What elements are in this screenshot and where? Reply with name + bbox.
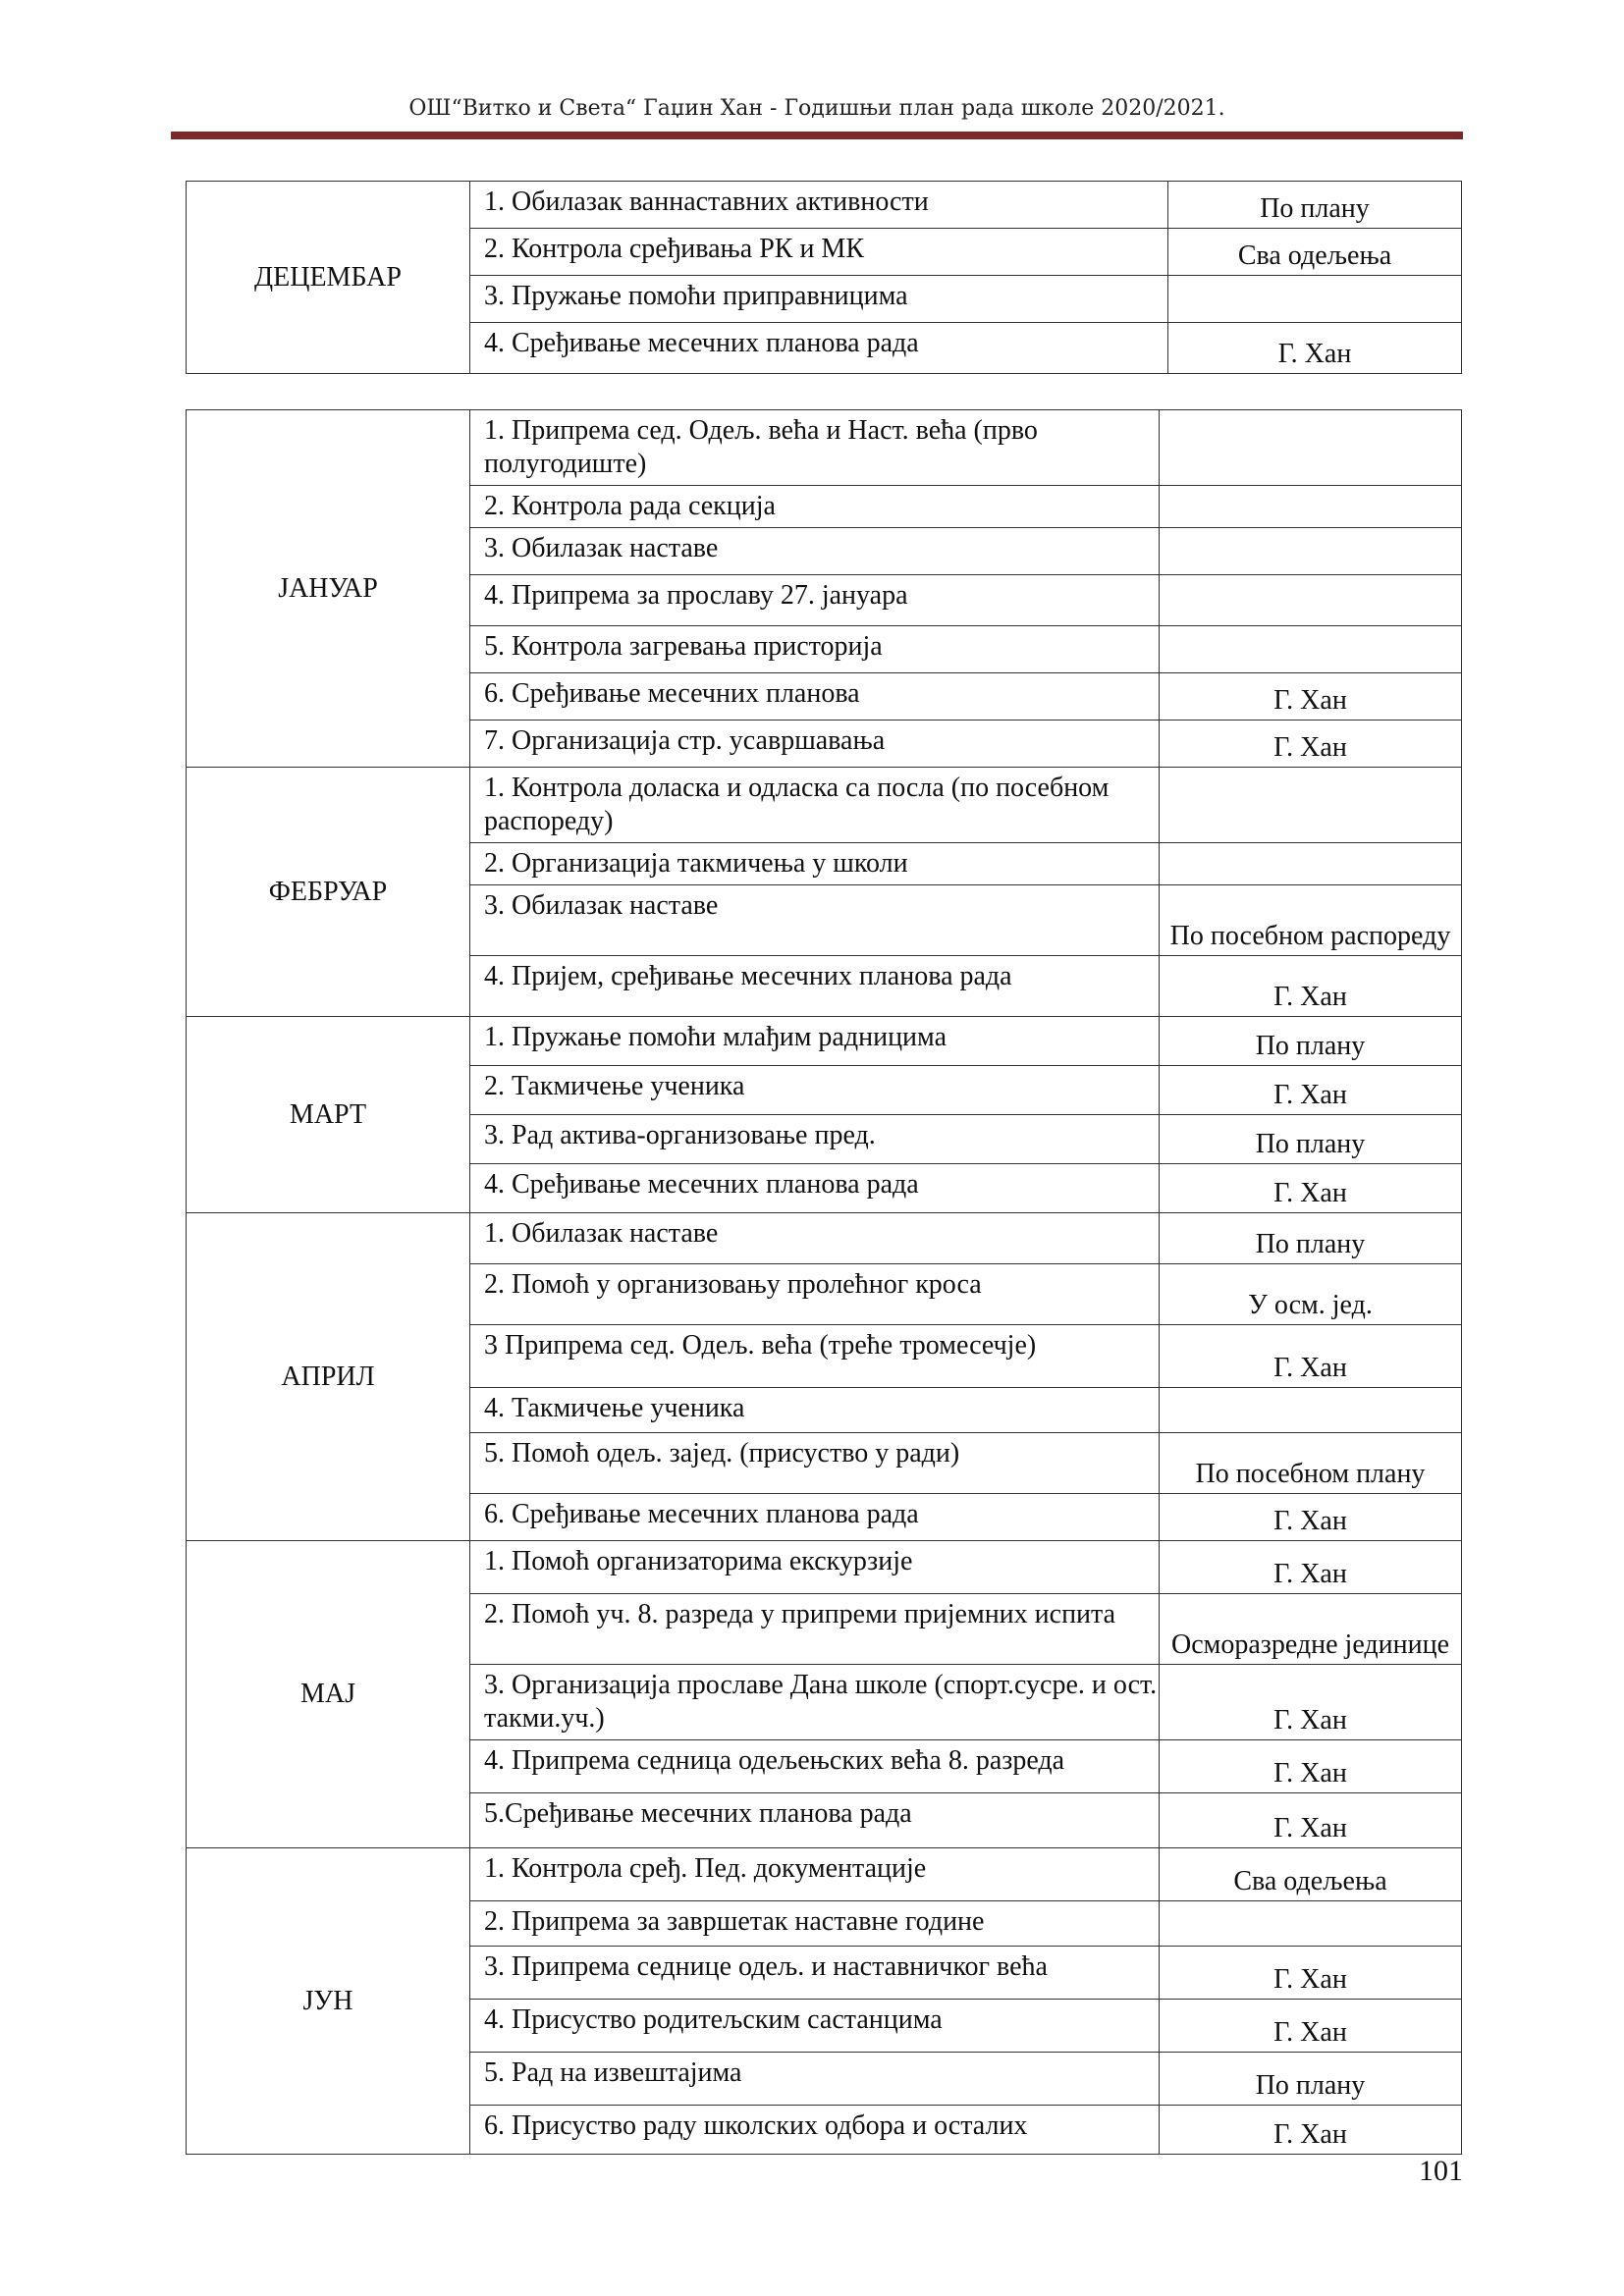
task-cell: 4. Присуство родитељским састанцима	[470, 2000, 1160, 2053]
note-cell: Г. Хан	[1160, 1740, 1462, 1793]
note-cell: Г. Хан	[1160, 1325, 1462, 1388]
task-cell: 4. Сређивање месечних планова рада	[470, 323, 1168, 374]
plan-table-december	[186, 181, 1462, 374]
table-row	[187, 1017, 1462, 1066]
task-cell: 5. Рад на извештајима	[470, 2053, 1160, 2106]
task-cell: 2. Помоћ уч. 8. разреда у припреми пријемних испита	[470, 1594, 1160, 1665]
month-cell: МАЈ	[187, 1541, 470, 1848]
note-cell	[1168, 276, 1462, 323]
task-cell: 4. Припрема за прославу 27. јануара	[470, 575, 1160, 626]
task-cell: 6. Сређивање месечних планова рада	[470, 1494, 1160, 1541]
task-cell: 6. Сређивање месечних планова	[470, 673, 1160, 721]
note-cell: Г. Хан	[1160, 673, 1462, 721]
note-cell: По посебном распореду	[1160, 885, 1462, 956]
task-cell: 1. Обилазак наставе	[470, 1213, 1160, 1264]
note-cell	[1160, 626, 1462, 673]
task-cell: 4. Такмичење ученика	[470, 1388, 1160, 1433]
note-cell	[1160, 1388, 1462, 1433]
page-number: 101	[1419, 2155, 1463, 2187]
task-cell: 2. Помоћ у организовању пролећног кроса	[470, 1264, 1160, 1325]
month-cell: ДЕЦЕМБАР	[187, 182, 470, 374]
note-cell: Г. Хан	[1160, 1164, 1462, 1213]
note-cell: Г. Хан	[1160, 2000, 1462, 2053]
task-cell: 1. Контрола сређ. Пед. документације	[470, 1848, 1160, 1901]
note-cell: Г. Хан	[1160, 1494, 1462, 1541]
note-cell	[1160, 528, 1462, 575]
note-cell: Г. Хан	[1160, 956, 1462, 1017]
page-header: ОШ“Витко и Света“ Гаџин Хан - Годишњи план рада школе 2020/2021.	[408, 96, 1225, 121]
note-cell: По плану	[1160, 2053, 1462, 2106]
note-cell	[1160, 486, 1462, 528]
task-cell: 3. Организација прославе Дана школе (спорт.сусре. и ост. такми.уч.)	[470, 1665, 1160, 1740]
note-cell: Г. Хан	[1160, 1066, 1462, 1115]
header-rule	[171, 132, 1463, 139]
task-cell: 7. Организација стр. усавршавања	[470, 721, 1160, 768]
task-cell: 4. Сређивање месечних планова рада	[470, 1164, 1160, 1213]
task-cell: 1. Припрема сед. Одељ. већа и Наст. већа (прво полугодиште)	[470, 410, 1160, 486]
table-row	[187, 1213, 1462, 1264]
task-cell: 5. Помоћ одељ. зајед. (присуство у ради)	[470, 1433, 1160, 1494]
note-cell	[1160, 768, 1462, 843]
note-cell: Г. Хан	[1160, 1541, 1462, 1594]
task-cell: 3. Обилазак наставе	[470, 885, 1160, 956]
note-cell: Г. Хан	[1168, 323, 1462, 374]
task-cell: 1. Обилазак ваннаставних активности	[470, 182, 1168, 229]
task-cell: 4. Припрема седница одељењских већа 8. разреда	[470, 1740, 1160, 1793]
note-cell: По плану	[1160, 1213, 1462, 1264]
table-row	[187, 768, 1462, 843]
task-cell: 1. Контрола доласка и одласка са посла (по посебном распореду)	[470, 768, 1160, 843]
table-row	[187, 1848, 1462, 1901]
plan-table-january-june	[186, 409, 1462, 2155]
note-cell	[1160, 575, 1462, 626]
note-cell: Г. Хан	[1160, 1947, 1462, 2000]
task-cell: 5.Сређивање месечних планова рада	[470, 1793, 1160, 1848]
task-cell: 5. Контрола загревања присторија	[470, 626, 1160, 673]
note-cell: Осморазредне јединице	[1160, 1594, 1462, 1665]
month-cell: АПРИЛ	[187, 1213, 470, 1541]
task-cell: 2. Контрола сређивања РК и МК	[470, 229, 1168, 276]
note-cell	[1160, 843, 1462, 885]
month-cell: ЈАНУАР	[187, 410, 470, 768]
task-cell: 2. Контрола рада секција	[470, 486, 1160, 528]
table-row	[187, 1541, 1462, 1594]
month-cell: ФЕБРУАР	[187, 768, 470, 1017]
note-cell: По посебном плану	[1160, 1433, 1462, 1494]
task-cell: 1. Пружање помоћи млађим радницима	[470, 1017, 1160, 1066]
month-cell: МАРТ	[187, 1017, 470, 1213]
table-row	[187, 410, 1462, 486]
note-cell: По плану	[1168, 182, 1462, 229]
task-cell: 3 Припрема сед. Одељ. већа (треће тромесечје)	[470, 1325, 1160, 1388]
task-cell: 4. Пријем, сређивање месечних планова рада	[470, 956, 1160, 1017]
note-cell	[1160, 410, 1462, 486]
note-cell: По плану	[1160, 1017, 1462, 1066]
task-cell: 3. Рад актива-организовање пред.	[470, 1115, 1160, 1164]
task-cell: 3. Пружање помоћи приправницима	[470, 276, 1168, 323]
note-cell: Г. Хан	[1160, 2106, 1462, 2155]
task-cell: 2. Такмичење ученика	[470, 1066, 1160, 1115]
note-cell: По плану	[1160, 1115, 1462, 1164]
task-cell: 2. Организација такмичења у школи	[470, 843, 1160, 885]
task-cell: 6. Присуство раду школских одбора и осталих	[470, 2106, 1160, 2155]
note-cell: У осм. јед.	[1160, 1264, 1462, 1325]
task-cell: 3. Припрема седнице одељ. и наставничког већа	[470, 1947, 1160, 2000]
note-cell: Г. Хан	[1160, 1793, 1462, 1848]
note-cell: Сва одељења	[1168, 229, 1462, 276]
note-cell: Сва одељења	[1160, 1848, 1462, 1901]
note-cell: Г. Хан	[1160, 1665, 1462, 1740]
task-cell: 2. Припрема за завршетак наставне године	[470, 1901, 1160, 1947]
task-cell: 1. Помоћ организаторима екскурзије	[470, 1541, 1160, 1594]
note-cell: Г. Хан	[1160, 721, 1462, 768]
task-cell: 3. Обилазак наставе	[470, 528, 1160, 575]
month-cell: ЈУН	[187, 1848, 470, 2155]
table-row	[187, 182, 1462, 229]
note-cell	[1160, 1901, 1462, 1947]
